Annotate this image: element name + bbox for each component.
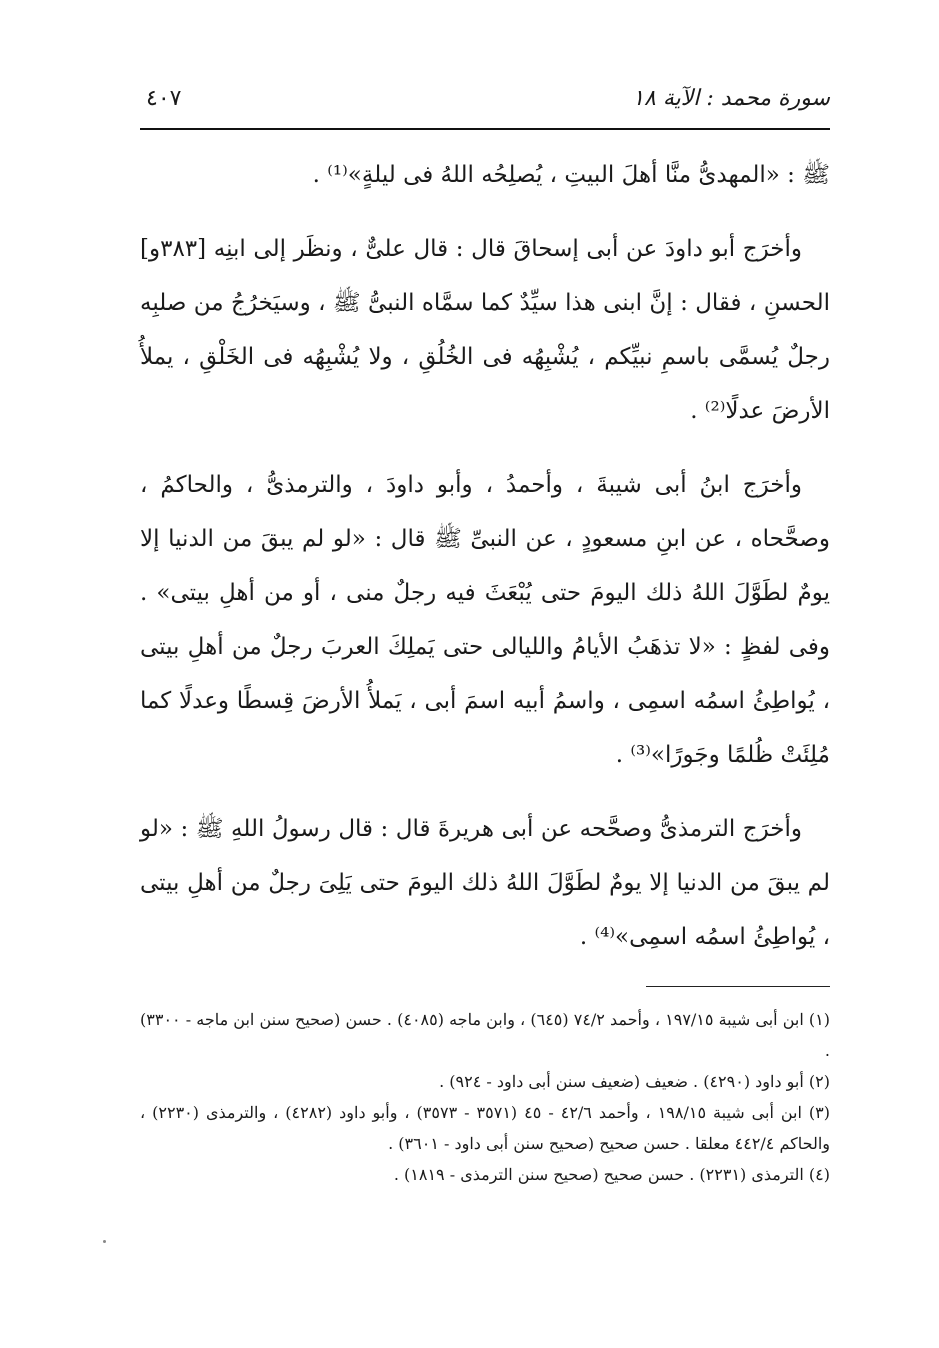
main-text [140, 148, 830, 984]
page-number: ٤٠٧ [146, 86, 182, 111]
footnote-4: (٤) الترمذى (٢٢٣١) . حسن صحيح (صحيح سنن الترمذى - ١٨١٩) . [393, 1165, 830, 1184]
footnote-1: (١) ابن أبى شيبة ١٩٧/١٥ ، وأحمد ٧٤/٢ (٦٤٥) ، وابن ماجه (٤٠٨٥) . حسن (صحيح سنن ابن ماجه - ٣٣٠٠) . [140, 1010, 830, 1060]
paragraph-1: ﷺ : «المهدىُّ منَّا أهلَ البيتِ ، يُصلِحُه اللهُ فى ليلةٍ»⁽¹⁾ . [312, 162, 830, 188]
scan-speck [103, 1240, 106, 1243]
paragraph-3: وأخرَج ابنُ أبى شيبةَ ، وأحمدُ ، وأبو داودَ ، والترمذىُّ ، والحاكمُ ، وصحَّحاه ، عن ابنِ مسعودٍ ، عن النبىِّ ﷺ قال : «لو لم يبقَ من الدنيا إلا يومٌ لطَوَّلَ اللهُ ذلك اليومَ حتى يُبْعَثَ فيه رجلٌ منى ، أو من أهلِ بيتى» . وفى لفظٍ : «لا تذهَبُ الأيامُ والليالى حتى يَملِكَ العربَ رجلٌ من أهلِ بيتى ، يُواطِئُ اسمُه اسمِى ، واسمُ أبيه اسمَ أبى ، يَملأُ الأرضَ قِسطًا وعدلًا كما مُلِئَتْ ظُلمًا وجَورًا»⁽³⁾ . [140, 472, 830, 768]
footnote-2: (٢) أبو داود (٤٢٩٠) . ضعيف (ضعيف سنن أبى داود - ٩٢٤) . [439, 1072, 830, 1091]
footnotes [140, 1004, 830, 1190]
page-header [140, 80, 830, 124]
footnote-3: (٣) ابن أبى شيبة ١٩٨/١٥ ، وأحمد ٤٢/٦ - ٤٥ (٣٥٧١ - ٣٥٧٣) ، وأبو داود (٤٢٨٢) ، والترمذى (٢٢٣٠) ، والحاكم ٤٤٢/٤ معلقا . حسن صحيح (صحيح سنن أبى داود - ٣٦٠١) . [140, 1103, 831, 1153]
paragraph-4: وأخرَج الترمذىُّ وصحَّحه عن أبى هريرةَ قال : قال رسولُ اللهِ ﷺ : «لو لم يبقَ من الدنيا إلا يومٌ لطَوَّلَ اللهُ ذلك اليومَ حتى يَلِىَ رجلٌ من أهلِ بيتى ، يُواطِئُ اسمُه اسمِى»⁽⁴⁾ . [140, 816, 830, 950]
footnote-separator [646, 986, 830, 987]
paragraph-2: وأخرَج أبو داودَ عن أبى إسحاقَ قال : قال علىٌّ ، ونظَر إلى ابنِه [٣٨٣و] الحسنِ ، فقال : إنَّ ابنى هذا سيِّدٌ كما سمَّاه النبىُّ ﷺ ، وسيَخرُجُ من صلبِه رجلٌ يُسمَّى باسمِ نبيِّكم ، يُشْبِهُه فى الخُلُقِ ، ولا يُشْبِهُه فى الخَلْقِ ، يملأُ الأرضَ عدلًا⁽²⁾ . [140, 236, 830, 424]
running-title: سورة محمد : الآية ١٨ [632, 86, 830, 111]
header-rule [140, 128, 830, 130]
